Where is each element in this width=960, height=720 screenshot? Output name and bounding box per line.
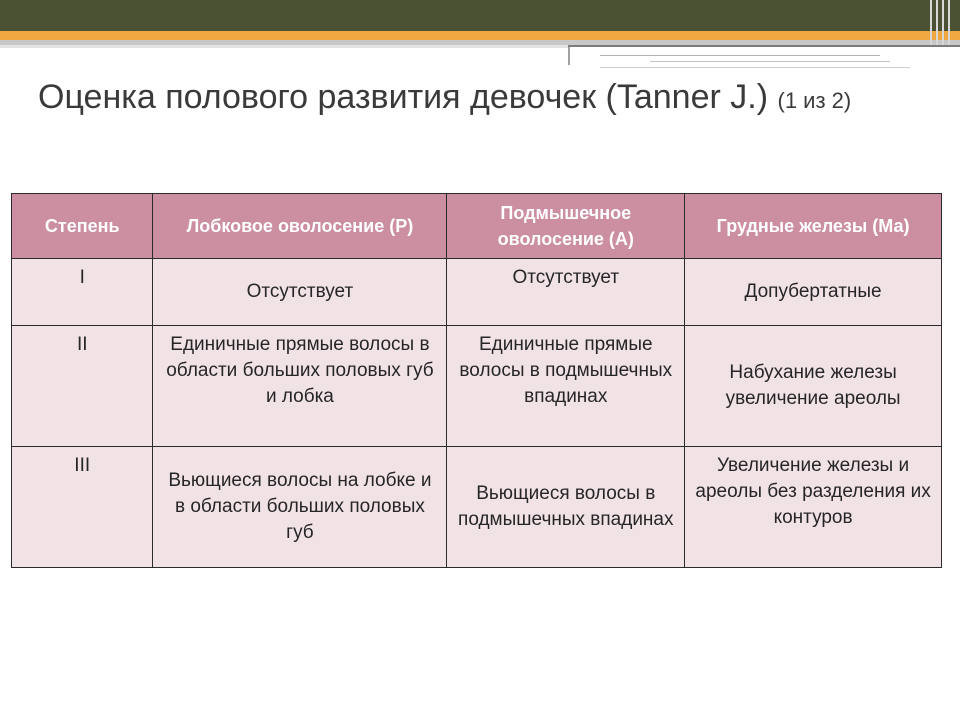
axillary-hair-cell: Единичные прямые волосы в подмышечных впадинах xyxy=(447,326,685,447)
tanner-stages-table xyxy=(11,193,942,568)
slide-title xyxy=(38,78,851,117)
decorative-line xyxy=(568,47,570,65)
breasts-cell: Увеличение железы и ареолы без разделения их контуров xyxy=(685,447,942,568)
decorative-stripe xyxy=(936,0,938,45)
header-stage: Степень xyxy=(12,194,153,259)
orange-accent-band xyxy=(0,31,960,40)
table-row xyxy=(12,326,942,447)
axillary-hair-cell: Отсутствует xyxy=(447,259,685,326)
decorative-line xyxy=(650,61,890,62)
decorative-line xyxy=(568,45,960,47)
stage-cell: III xyxy=(12,447,153,568)
slide-title-text: Оценка полового развития девочек (Tanner J.) xyxy=(38,78,769,116)
decorative-stripe xyxy=(930,0,932,45)
slide-subtitle: (1 из 2) xyxy=(777,88,852,113)
decorative-line xyxy=(600,67,910,68)
table-header-row xyxy=(12,194,942,259)
header-pubic-hair: Лобковое оволосение (Р) xyxy=(153,194,447,259)
stage-cell: I xyxy=(12,259,153,326)
pubic-hair-cell: Вьющиеся волосы на лобке и в области больших половых губ xyxy=(153,447,447,568)
decorative-stripe xyxy=(948,0,950,45)
axillary-hair-cell: Вьющиеся волосы в подмышечных впадинах xyxy=(447,447,685,568)
stage-cell: II xyxy=(12,326,153,447)
table-row xyxy=(12,447,942,568)
header-breasts: Грудные железы (Ма) xyxy=(685,194,942,259)
light-accent-band xyxy=(0,45,570,48)
breasts-cell: Набухание железы увеличение ареолы xyxy=(685,326,942,447)
decorative-stripe xyxy=(942,0,944,45)
header-axillary-hair: Подмышечное оволосение (А) xyxy=(447,194,685,259)
decorative-line xyxy=(600,55,880,56)
pubic-hair-cell: Единичные прямые волосы в области больших половых губ и лобка xyxy=(153,326,447,447)
table-row xyxy=(12,259,942,326)
pubic-hair-cell: Отсутствует xyxy=(153,259,447,326)
breasts-cell: Допубертатные xyxy=(685,259,942,326)
top-decorative-band xyxy=(0,0,960,31)
